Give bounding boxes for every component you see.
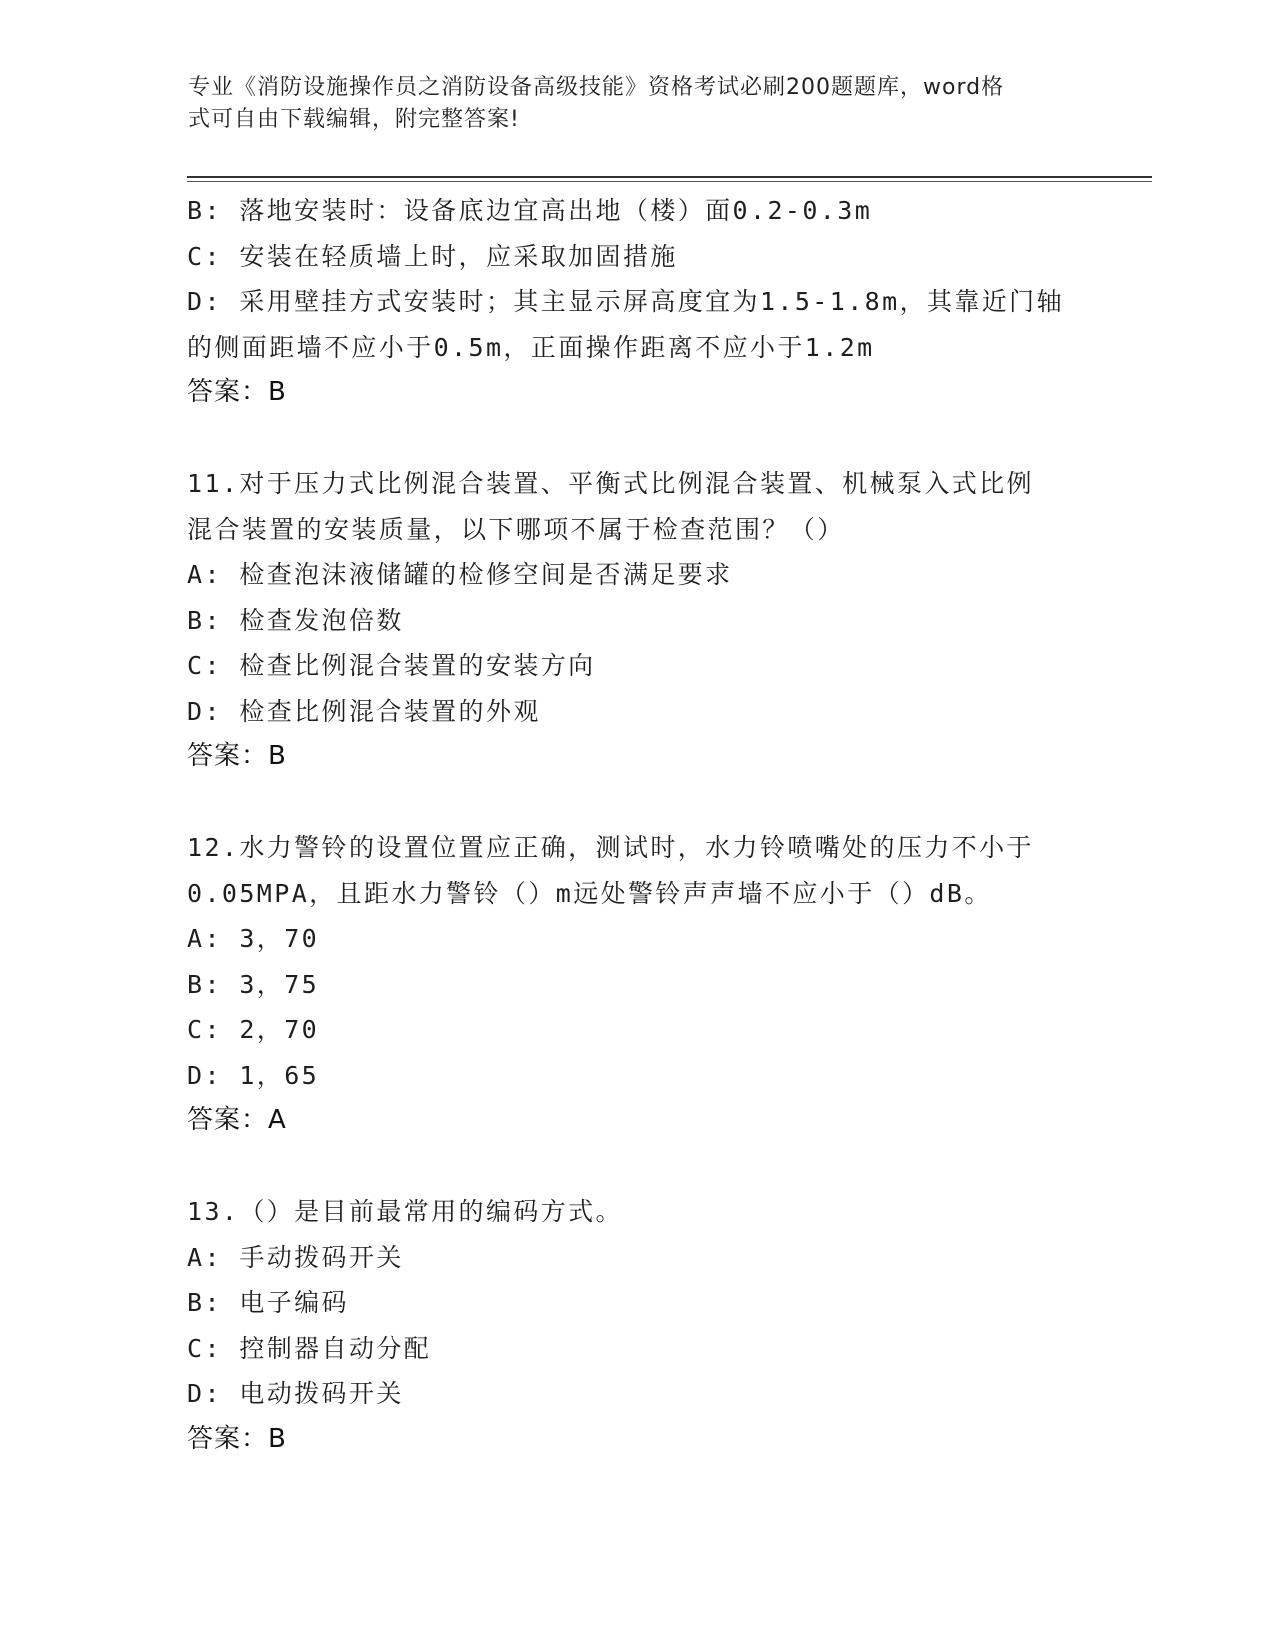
question-13-option-d: D: 电动拨码开关 xyxy=(187,1379,404,1408)
question-13-answer: 答案：B xyxy=(187,1423,287,1454)
header-divider-thin xyxy=(187,181,1152,182)
question-12-stem-line-2: 0.05MPA，且距水力警铃（）m远处警铃声声墙不应小于（）dB。 xyxy=(187,878,992,908)
question-11-option-b: B: 检查发泡倍数 xyxy=(187,605,404,635)
question-list xyxy=(187,188,1087,1462)
question-11-option-a: A: 检查泡沫液储罐的检修空间是否满足要求 xyxy=(187,560,733,589)
spacer xyxy=(187,1144,1087,1190)
question-12-option-c: C: 2，70 xyxy=(187,1015,320,1044)
question-13-option-c: C: 控制器自动分配 xyxy=(187,1333,432,1363)
question-13-option-b: B: 电子编码 xyxy=(187,1288,349,1317)
header-divider-thick xyxy=(187,176,1152,178)
spacer xyxy=(187,416,1087,462)
question-13-stem: 13.（）是目前最常用的编码方式。 xyxy=(187,1197,623,1226)
question-13-option-a: A: 手动拨码开关 xyxy=(187,1242,404,1272)
question-11-stem-line-1: 11.对于压力式比例混合装置、平衡式比例混合装置、机械泵入式比例 xyxy=(187,469,1034,498)
question-10-answer: 答案：B xyxy=(187,377,287,407)
question-10-option-d-line-2: 的侧面距墙不应小于0.5m，正面操作距离不应小于1.2m xyxy=(187,332,875,362)
question-11-answer: 答案：B xyxy=(187,741,287,771)
question-12-option-d: D: 1，65 xyxy=(187,1060,320,1090)
question-12 xyxy=(187,825,1087,1144)
question-10-option-d-line-1: D: 采用壁挂方式安装时；其主显示屏高度宜为1.5-1.8m，其靠近门轴 xyxy=(187,287,1064,316)
question-11 xyxy=(187,461,1087,780)
document-header xyxy=(188,72,1068,136)
question-10-option-c: C: 安装在轻质墙上时，应采取加固措施 xyxy=(187,241,678,271)
header-line-1: 专业《消防设施操作员之消防设备高级技能》资格考试必刷200题题库，word格 xyxy=(188,75,1005,100)
question-10-option-b: B: 落地安装时：设备底边宜高出地（楼）面0.2-0.3m xyxy=(187,196,873,225)
header-line-2: 式可自由下载编辑，附完整答案! xyxy=(188,107,520,132)
question-10 xyxy=(187,188,1087,416)
question-11-option-c: C: 检查比例混合装置的安装方向 xyxy=(187,651,596,680)
question-13 xyxy=(187,1189,1087,1462)
question-12-option-a: A: 3，70 xyxy=(187,924,320,953)
question-12-option-b: B: 3，75 xyxy=(187,969,320,999)
spacer xyxy=(187,780,1087,826)
question-12-stem-line-1: 12.水力警铃的设置位置应正确，测试时，水力铃喷嘴处的压力不小于 xyxy=(187,833,1034,862)
question-12-answer: 答案：A xyxy=(187,1105,287,1135)
question-11-stem-line-2: 混合装置的安装质量，以下哪项不属于检查范围？（） xyxy=(187,514,845,544)
question-11-option-d: D: 检查比例混合装置的外观 xyxy=(187,696,541,726)
